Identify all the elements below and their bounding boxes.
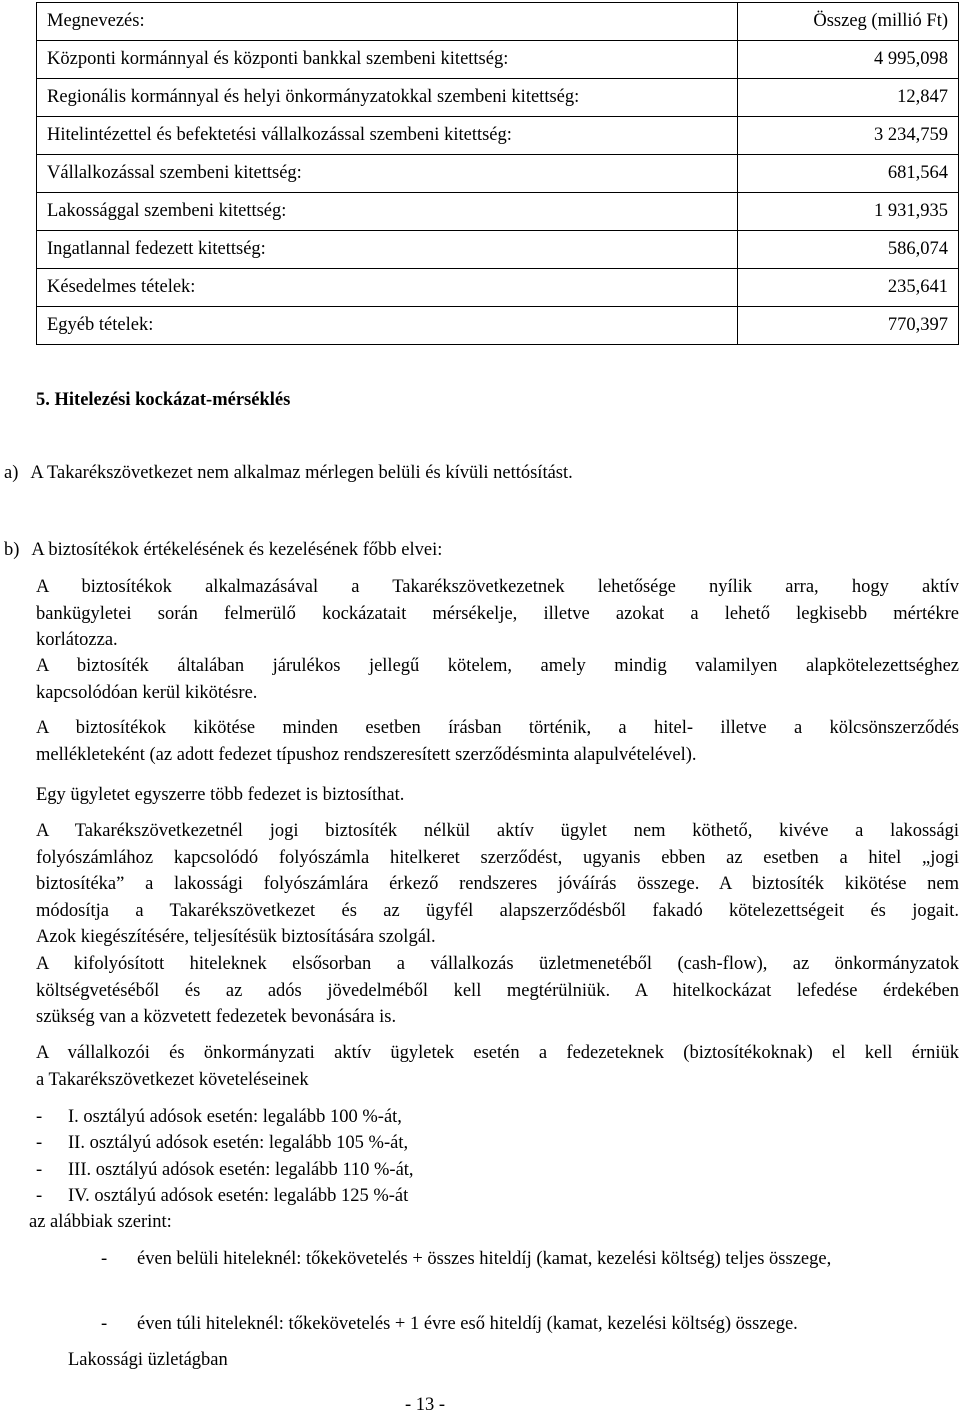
- row-amount: 1 931,935: [738, 193, 959, 231]
- paragraph-line: Azok kiegészítésére, teljesítésük biztosítására szolgál.: [36, 927, 436, 947]
- paragraph-line: biztosítéka” a lakossági folyószámlára érkező rendszeres jóváírás összege. A biztosíték kikötése nem: [36, 874, 959, 894]
- dash-marker: -: [36, 1133, 43, 1154]
- row-amount: 4 995,098: [738, 41, 959, 79]
- subheading: Lakossági üzletágban: [68, 1350, 228, 1370]
- paragraph-line: mellékleteként (az adott fedezet típushoz rendszeresített szerződésminta alapulvételével).: [36, 744, 697, 765]
- paragraph-line: költségvetéséből és az adós jövedelméből kell megtérülniük. A hitelkockázat lefedése érdekében: [36, 980, 959, 1001]
- dash-marker: -: [101, 1314, 108, 1334]
- item-b: [4, 541, 442, 560]
- paragraph-1: [36, 574, 959, 654]
- paragraph-4: [36, 782, 959, 809]
- table-row: [37, 269, 959, 307]
- table-row: [37, 41, 959, 79]
- table-row: [37, 231, 959, 269]
- paragraph-line: szükség van a közvetett fedezetek bevonására is.: [36, 1007, 397, 1027]
- item-a-marker: a): [4, 463, 19, 483]
- row-amount: 586,074: [738, 231, 959, 269]
- list-item-text: IV. osztályú adósok esetén: legalább 125 %-át: [68, 1185, 409, 1206]
- item-a-text: A Takarékszövetkezet nem alkalmaz mérlegen belüli és kívüli nettósítást.: [30, 463, 573, 483]
- table-header-amount: Összeg (millió Ft): [738, 3, 959, 41]
- paragraph-line: a Takarékszövetkezet követeléseinek: [36, 1069, 309, 1090]
- dash-marker: -: [101, 1249, 108, 1269]
- table-row: [37, 117, 959, 155]
- dash-marker: -: [36, 1185, 43, 1206]
- row-label: Regionális kormánnyal és helyi önkormányzatokkal szembeni kitettség:: [37, 79, 738, 117]
- row-label: Ingatlannal fedezett kitettség:: [37, 231, 738, 269]
- paragraph-3: [36, 715, 959, 768]
- paragraph-line: kapcsolódóan kerül kikötésre.: [36, 682, 258, 703]
- list-item-text: I. osztályú adósok esetén: legalább 100 %-át,: [68, 1107, 402, 1127]
- list-item: [36, 1157, 414, 1183]
- list-item: [36, 1130, 414, 1156]
- paragraph-line: folyószámlához kapcsolódó folyószámla hitelkeret szerződést, ugyanis ebben az esetben a hitel „jogi: [36, 847, 959, 868]
- table-header-row: [37, 3, 959, 41]
- paragraph-5: [36, 818, 959, 951]
- dash-marker: -: [36, 1107, 43, 1127]
- paragraph-line: A biztosítékok alkalmazásával a Takarékszövetkezetnek lehetősége nyílik arra, hogy aktív: [36, 577, 959, 597]
- row-label: Központi kormánnyal és központi bankkal szembeni kitettség:: [37, 41, 738, 79]
- table-row: [37, 79, 959, 117]
- paragraph-line: A biztosítékok kikötése minden esetben írásban történik, a hitel- illetve a kölcsönszerződés: [36, 718, 959, 738]
- paragraph-line: korlátozza.: [36, 630, 118, 650]
- paragraph-line: bankügyletei során felmerülő kockázatait mérsékelje, illetve azokat a lehető legkisebb mértékre: [36, 603, 959, 624]
- paragraph-line: A biztosíték általában járulékos jellegű kötelem, amely mindig valamilyen alapkötelezettséghez: [36, 656, 959, 676]
- row-label: Lakossággal szembeni kitettség:: [37, 193, 738, 231]
- list-item-text: III. osztályú adósok esetén: legalább 110 %-át,: [68, 1159, 414, 1180]
- according-to-text: az alábbiak szerint:: [29, 1212, 172, 1232]
- item-a: [4, 464, 573, 483]
- sub-item: [101, 1246, 959, 1273]
- row-label: Egyéb tételek:: [37, 307, 738, 345]
- list-item: [36, 1104, 414, 1130]
- paragraph-line: módosítja a Takarékszövetkezet és az ügyfél alapszerződésből fakadó kötelezettségeit és jogait.: [36, 900, 959, 921]
- row-label: Késedelmes tételek:: [37, 269, 738, 307]
- table-row: [37, 193, 959, 231]
- row-amount: 235,641: [738, 269, 959, 307]
- row-amount: 3 234,759: [738, 117, 959, 155]
- paragraph-line: A vállalkozói és önkormányzati aktív ügyletek esetén a fedezeteknek (biztosítékoknak) el kell érniük: [36, 1043, 959, 1063]
- paragraph-line: A kifolyósított hiteleknek elsősorban a vállalkozás üzletmenetéből (cash-flow), az önkormányzatok: [36, 954, 959, 974]
- row-amount: 770,397: [738, 307, 959, 345]
- table-row: [37, 155, 959, 193]
- debtor-class-list: [36, 1104, 414, 1209]
- sub-item-text: éven belüli hiteleknél: tőkekövetelés + összes hiteldíj (kamat, kezelési költség) teljes összege,: [137, 1249, 832, 1269]
- paragraph-line: A Takarékszövetkezetnél jogi biztosíték nélkül aktív ügylet nem köthető, kivéve a lakossági: [36, 821, 959, 841]
- row-amount: 12,847: [738, 79, 959, 117]
- list-item-text: II. osztályú adósok esetén: legalább 105 %-át,: [68, 1133, 409, 1154]
- sub-item-text: éven túli hiteleknél: tőkekövetelés + 1 évre eső hiteldíj (kamat, kezelési költség) összege.: [137, 1314, 798, 1334]
- sub-item: [101, 1311, 959, 1338]
- row-label: Vállalkozással szembeni kitettség:: [37, 155, 738, 193]
- item-b-text: A biztosítékok értékelésének és kezelésének főbb elvei:: [31, 540, 443, 560]
- page-number: - 13 -: [405, 1395, 446, 1415]
- paragraph-6: [36, 951, 959, 1031]
- table-row: [37, 307, 959, 345]
- exposure-table: [36, 2, 959, 345]
- list-item: [36, 1183, 414, 1209]
- item-b-marker: b): [4, 540, 20, 560]
- row-amount: 681,564: [738, 155, 959, 193]
- section-heading: 5. Hitelezési kockázat-mérséklés: [36, 390, 291, 410]
- row-label: Hitelintézettel és befektetési vállalkozással szembeni kitettség:: [37, 117, 738, 155]
- paragraph-7: [36, 1040, 959, 1093]
- table-header-label: Megnevezés:: [37, 3, 738, 41]
- paragraph-2: [36, 653, 959, 706]
- dash-marker: -: [36, 1159, 43, 1180]
- paragraph-line: Egy ügyletet egyszerre több fedezet is biztosíthat.: [36, 785, 405, 805]
